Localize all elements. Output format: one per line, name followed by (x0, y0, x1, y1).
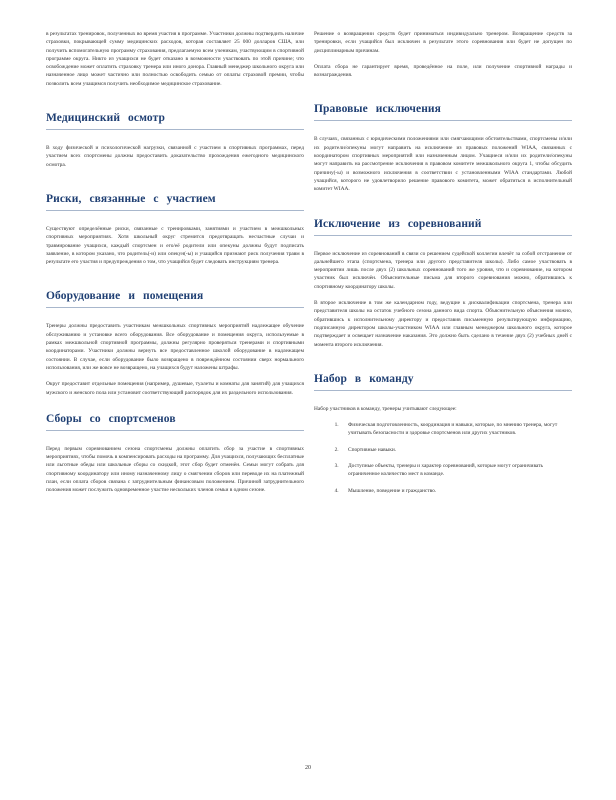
heading-equipment: Оборудование и помещения (46, 290, 304, 308)
heading-team-selection: Набор в команду (314, 373, 572, 391)
heading-legal-exceptions: Правовые исключения (314, 103, 572, 121)
list-item: 1. Физическая подготовленность, координация и навыки, которые, по мнению тренера, могут учитывать безопасности и здоровье спортсменов или других участников. (340, 421, 572, 438)
heading-fees: Сборы со спортсменов (46, 413, 304, 431)
refund-paragraph: Решение о возвращении средств будет приниматься индивидуально тренером. Возвращение средств за тренировки, если учащийся был исключен в результате этого соревнования или будет не допущен по дисциплинарным причинам. (314, 31, 572, 54)
exclusion-paragraph-2: В второе исключение в том же календарном году, ведущие к дисквалификации спортсмена, тренера или представителя школы на остаток учебного сезона данного вида спорта. Объяснительную объяснения можно, обратившись к исполнительному директору и предоставив письменную результирующую информацию, подписанную директором школы-участником WIAA или главным менеджером школьного округа, которое подтверждает и освещает назначение наказания. Это должно быть сделано в течение двух (2) учебных дней с момента второго исключения. (314, 300, 572, 348)
list-item: 4. Мышление, поведение и гражданство. (340, 487, 572, 495)
medical-exam-paragraph: В ходу физической и психологической нагрузки, связанной с участием в спортивных программах, перед участием всех спортсмены должны предоставить доказательство прохождения ежегодного медицинского осмотра. (46, 145, 304, 168)
legal-exceptions-paragraph: В случаях, связанных с юридическими положениями или смягчающими обстоятельствами, спортсмены и/или их родители/опекуны могут направить на исключение из правовых положений WIAA, связанных с координатором спортивных мероприятий или назначенным лицом. Учащиеся и/или их родители/опекуны могут направить на рассмотрение исключения в правовом комитете межшкольного округа 1, чтобы обсудить причину(-ы) и возможного исключения в соответствии с установленными WIAA стандартами. Любой учащийся, которого не удовлетворило решение правового комитета, может обратиться в исполнительный комитет WIAA. (314, 136, 572, 193)
fee-note-paragraph: Оплата сбора не гарантирует время, проведённое на поле, или получение спортивной награды и вознаграждения. (314, 63, 572, 79)
team-selection-intro: Набор участников в команду, тренеры учитывают следующее: (314, 405, 457, 412)
heading-exclusion: Исключение из соревнований (314, 218, 572, 236)
heading-medical-exam: Медицинский осмотр (46, 112, 304, 130)
exclusion-paragraph-1: Первое исключение из соревнований в связи со решением судейской коллегии влечёт за собой отстранение от дальнейшего этапа (спортсмена, тренера или другого представителя школы). Либо самое участвовать в мероприятии лишь после двух (2) школьных соревнований того же уровня, что и соревнование, на котором участник был исключён. Объяснительные письма для второго соревнования можно, обратившись к спортивному координатору школы. (314, 250, 572, 290)
intro-paragraph: в результатах тренировок, полученных во время участия в программе. Участники должны подтвердить наличие страховки, покрывающей сумму медицинских расходов, которая составляет 25 000 долларов США, или получить вспомогательную программу страхования, предлагаемую всем ученикам, участвующим в спортивной программе округа. Никто из учащихся не будет отказано в возможности участвовать по этой причине; что освобождение может оплатить страховку тренера или иного донора. Главный менеджер школьного округа или назначенное лицо может частично или полностью освободить семью от оплаты страховой премии, чтобы позволить всем учащимся получить необходимое медицинское страхование. (46, 31, 304, 87)
right-column (314, 30, 572, 503)
list-item: 2. Спортивные навыки. (340, 446, 572, 454)
risks-paragraph: Существуют определённые риски, связанные с тренировками, занятиями и участием в межшкольных спортивных мероприятиях. Хотя школьный округ стремится предотвращать несчастные случаи и травмирование учащихся, каждый спортсмен и его/её родители или опекуны должны будут подписать заявление, в котором указано, что родитель(-и) или опекун(-ы) и учащийся признают риск получения травм в результате его участия и предупреждения о том, что учащийся будет следовать инструкциям тренера. (46, 225, 304, 266)
page-number: 20 (305, 765, 311, 771)
team-criteria-list (314, 421, 572, 495)
left-column (46, 30, 304, 503)
fees-paragraph: Перед первым соревнованием сезона спортсмены должны оплатить сбор за участие в спортивных мероприятиях, чтобы помочь в компенсировать расходы на программу. Для учащихся, получающих бесплатные или льготные обеды или школьные сборы со скидкой, этот сбор будет отменён. Семьи могут собрать для спортивному координатору или иному назначенному лицу о смягчении сборов или переводе их на платежный план, если оплата сборов связана с затруднительным финансовым положением. Причиной затруднительного положения может послужить одновременное участие нескольких членов семьи в одном сезоне. (46, 445, 304, 494)
heading-risks: Риски, связанные с участием (46, 193, 304, 211)
list-item: 3. Доступные объекты, тренеры и характер соревнований, которые могут ограничивать ограниченное количество мест в команде. (340, 462, 572, 479)
equipment-paragraph-1: Тренеры должны предоставить участникам межшкольных спортивных мероприятий надлежащее обучение обслуживанию и установке всего оборудования. Все оборудование и помещения округа, используемые в рамках межшкольной спортивной программы, должны регулярно проверяться тренерами и спортивными координаторами. Участники должны вернуть все предоставленное школой оборудование в надлежащем состоянии. В случае, если оборудование было возвращено в повреждённом состоянии сверх нормального использования, или же вовсе не возвращено, на учащихся будут наложены штрафы. (46, 323, 304, 371)
equipment-paragraph-2: Округ предоставит отдельные помещения (например, душевые, туалеты и комнаты для занятий) для учащихся мужского и женского пола или установит соответствующий распорядок для их раздельного использования. (46, 381, 304, 396)
